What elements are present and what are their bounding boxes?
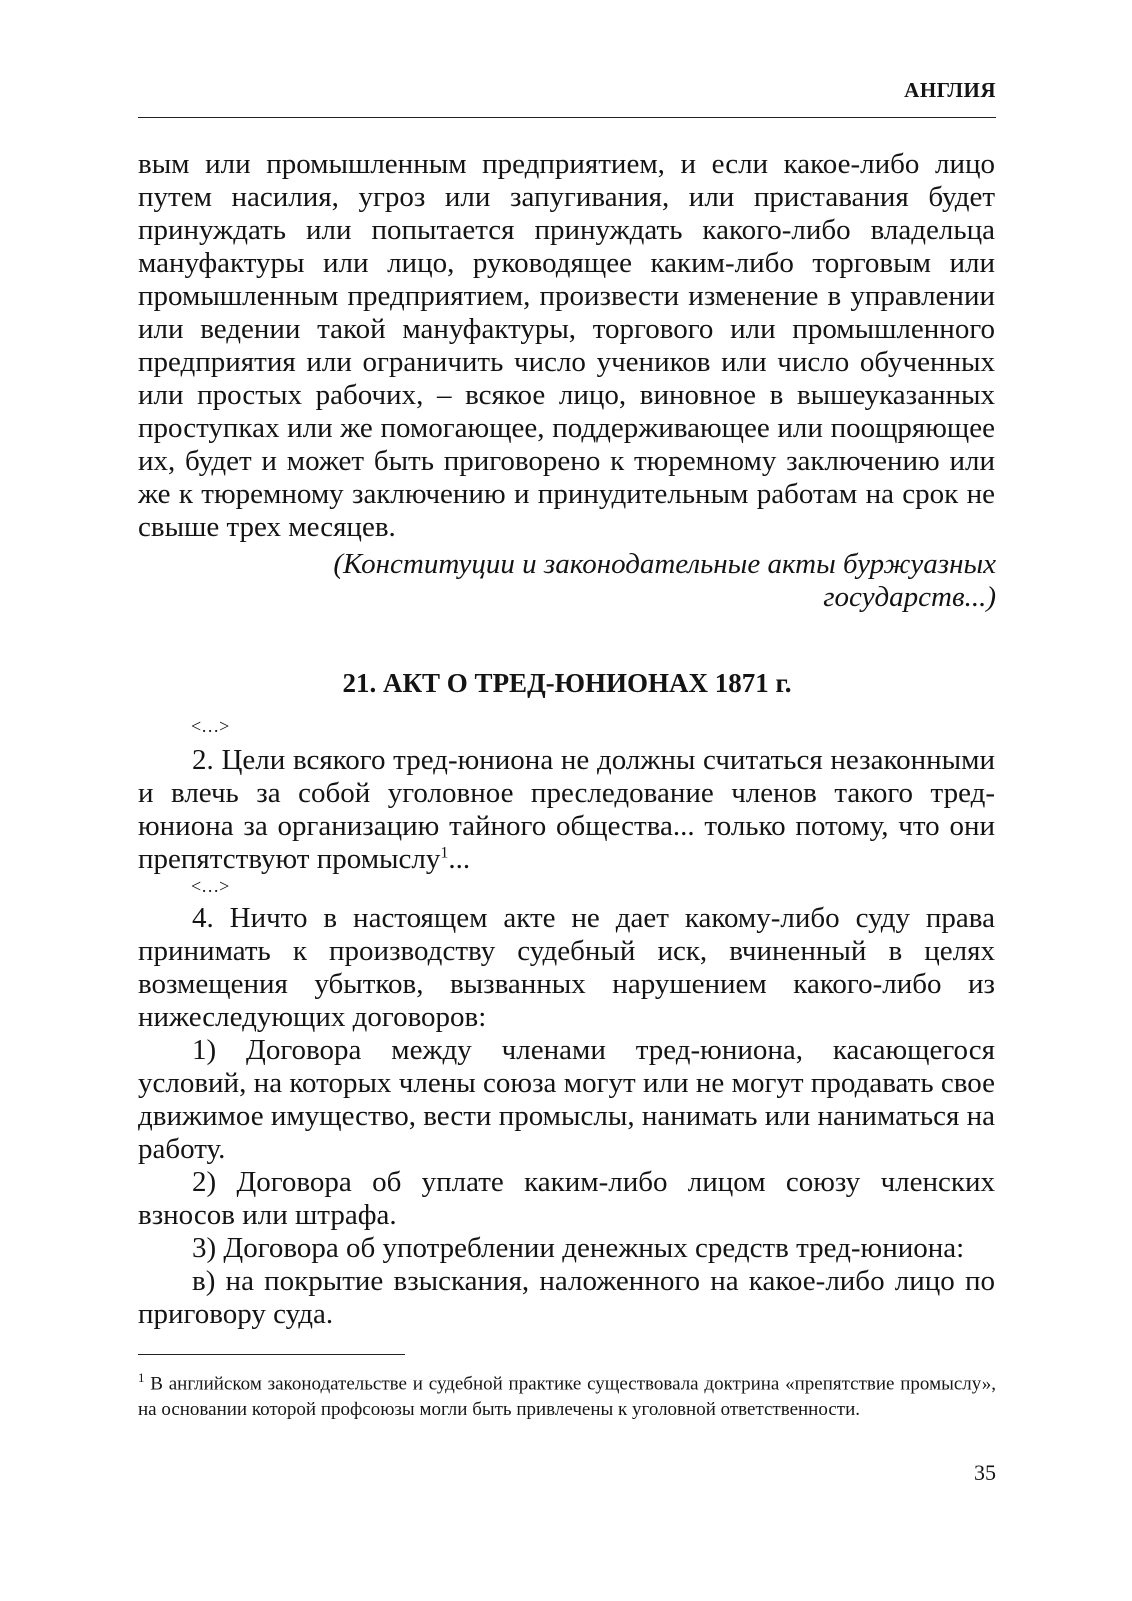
footnote xyxy=(138,1365,996,1423)
article-4-block xyxy=(138,902,995,1331)
footnote-text: В английском законодательстве и судебной практике существовала доктрина «препятствие промыслу», на основании которой профсоюзы могли быть привлечены к уголовной ответственности. xyxy=(138,1373,996,1421)
omission-mark: <…> xyxy=(191,716,230,736)
article-2-text: 2. Цели всякого тред-юниона не должны считаться незаконными и влечь за собой уголовное преследование членов такого тред-юниона за организацию тайного общества... только потому, что они препятствуют промыслу xyxy=(138,744,995,875)
section-title: 21. АКТ О ТРЕД-ЮНИОНАХ 1871 г. xyxy=(342,668,792,698)
intro-text-block xyxy=(138,148,995,544)
page-number: 35 xyxy=(974,1460,996,1485)
list-item: 1) Договора между членами тред-юниона, касающегося условий, на которых члены союза могут или не могут продавать свое движимое имущество, вести промыслы, нанимать или наниматься на работу. xyxy=(138,1034,995,1165)
article-2-block xyxy=(138,744,995,876)
running-header: АНГЛИЯ xyxy=(904,78,996,102)
footnote-reference: 1 xyxy=(440,844,449,862)
article-2-paragraph xyxy=(138,744,995,876)
list-item: в) на покрытие взыскания, наложенного на какое-либо лицо по приговору суда. xyxy=(138,1265,995,1330)
source-citation: (Конституции и законодательные акты буржуазных государств...) xyxy=(333,548,996,613)
list-item: 3) Договора об употреблении денежных средств тред-юниона: xyxy=(192,1232,965,1264)
footnote-number: 1 xyxy=(138,1370,145,1385)
article-4-paragraph: 4. Ничто в настоящем акте не дает какому-либо суду права принимать к производству судебный иск, вчиненный в целях возмещения убытков, вызванных нарушением какого-либо из нижеследующих договоров: xyxy=(138,902,995,1033)
footnote-rule xyxy=(138,1354,405,1355)
omission-mark: <…> xyxy=(191,876,230,896)
intro-paragraph: вым или промышленным предприятием, и если какое-либо лицо путем насилия, угроз или запугивания, или приставания будет принуждать или попытается принуждать какого-либо владельца мануфактуры или лицо, руководящее каким-либо торговым или промышленным предприятием, произвести изменение в управлении или ведении такой мануфактуры, торгового или промышленного предприятия или ограничить число учеников или число обученных или простых рабочих, – всякое лицо, виновное в вышеуказанных проступках или же помогающее, поддерживающее или поощряющее их, будет и может быть приговорено к тюремному заключению или же к тюремному заключению и принудительным работам на срок не свыше трех месяцев. xyxy=(138,148,995,543)
header-rule xyxy=(138,117,996,118)
list-item: 2) Договора об уплате каким-либо лицом союзу членских взносов или штрафа. xyxy=(138,1166,995,1231)
article-2-tail: ... xyxy=(448,843,471,875)
